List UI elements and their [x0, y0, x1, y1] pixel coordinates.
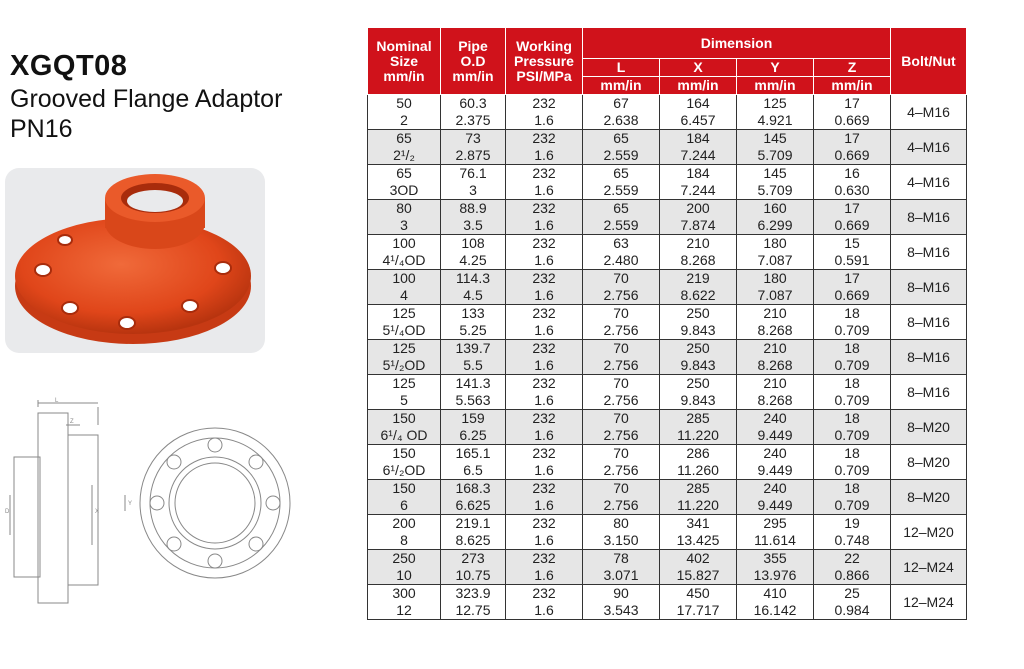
cell-l: 2.756: [583, 392, 660, 410]
cell-bolt: 8–M16: [891, 340, 967, 375]
header-nominal-size: [368, 28, 441, 95]
dim-label-y: Y: [128, 501, 133, 507]
cell-x: 200: [660, 200, 737, 218]
cell-l: 2.480: [583, 252, 660, 270]
cell-size: 8: [368, 532, 441, 550]
cell-wp: 232: [506, 95, 583, 113]
product-code: XGQT08: [10, 50, 128, 82]
table-row: [368, 165, 967, 183]
cell-wp: 1.6: [506, 357, 583, 375]
cell-x: 8.622: [660, 287, 737, 305]
cell-x: 9.843: [660, 322, 737, 340]
product-photo: [5, 168, 265, 353]
table-row: [368, 567, 967, 585]
table-row: [368, 130, 967, 148]
cell-y: 240: [737, 445, 814, 463]
table-row: [368, 532, 967, 550]
cell-od: 141.3: [441, 375, 506, 393]
cell-x: 164: [660, 95, 737, 113]
header-working-line3: PSI/MPa: [516, 67, 572, 84]
cell-z: 0.669: [814, 112, 891, 130]
cell-wp: 1.6: [506, 322, 583, 340]
cell-wp: 1.6: [506, 462, 583, 480]
flange-technical-drawing: [0, 395, 350, 610]
cell-od: 108: [441, 235, 506, 253]
cell-z: 0.669: [814, 147, 891, 165]
cell-x: 184: [660, 165, 737, 183]
cell-x: 219: [660, 270, 737, 288]
cell-size: 125: [368, 375, 441, 393]
cell-l: 2.756: [583, 357, 660, 375]
cell-y: 160: [737, 200, 814, 218]
orange-flange-adaptor-photo: [5, 168, 265, 353]
cell-l: 2.756: [583, 322, 660, 340]
cell-size: 100: [368, 270, 441, 288]
cell-bolt: 8–M20: [891, 410, 967, 445]
cell-od: 6.625: [441, 497, 506, 515]
product-panel: [0, 0, 360, 669]
table-row: [368, 287, 967, 305]
cell-x: 286: [660, 445, 737, 463]
cell-y: 6.299: [737, 217, 814, 235]
cell-wp: 232: [506, 585, 583, 603]
cell-x: 450: [660, 585, 737, 603]
cell-x: 11.220: [660, 427, 737, 445]
dim-label-x: X: [95, 509, 100, 515]
cell-od: 2.375: [441, 112, 506, 130]
dim-label-l: L: [55, 398, 59, 404]
cell-size: 80: [368, 200, 441, 218]
cell-l: 80: [583, 515, 660, 533]
cell-wp: 232: [506, 480, 583, 498]
table-body: [368, 95, 967, 620]
table-row: [368, 112, 967, 130]
cell-wp: 1.6: [506, 112, 583, 130]
cell-l: 78: [583, 550, 660, 568]
cell-wp: 232: [506, 515, 583, 533]
cell-l: 3.543: [583, 602, 660, 620]
cell-size: 150: [368, 480, 441, 498]
cell-size: 150: [368, 410, 441, 428]
cell-l: 90: [583, 585, 660, 603]
cell-wp: 1.6: [506, 427, 583, 445]
cell-bolt: 12–M24: [891, 550, 967, 585]
table-row: [368, 147, 967, 165]
cell-od: 6.5: [441, 462, 506, 480]
table-row: [368, 480, 967, 498]
cell-od: 114.3: [441, 270, 506, 288]
cell-x: 402: [660, 550, 737, 568]
cell-z: 18: [814, 340, 891, 358]
cell-size: 6¹/₄ OD: [368, 427, 441, 445]
cell-wp: 232: [506, 410, 583, 428]
cell-size: 3: [368, 217, 441, 235]
cell-wp: 1.6: [506, 252, 583, 270]
cell-l: 2.756: [583, 462, 660, 480]
cell-x: 250: [660, 340, 737, 358]
cell-l: 2.559: [583, 217, 660, 235]
table-row: [368, 427, 967, 445]
cell-l: 67: [583, 95, 660, 113]
cell-x: 210: [660, 235, 737, 253]
cell-size: 12: [368, 602, 441, 620]
cell-wp: 1.6: [506, 497, 583, 515]
cell-od: 168.3: [441, 480, 506, 498]
cell-wp: 232: [506, 305, 583, 323]
header-nominal-line2: Size: [389, 52, 418, 69]
cell-y: 240: [737, 480, 814, 498]
cell-size: 6¹/₂OD: [368, 462, 441, 480]
header-unit-l: mm/in: [583, 77, 660, 95]
cell-x: 8.268: [660, 252, 737, 270]
cell-y: 7.087: [737, 252, 814, 270]
table-row: [368, 235, 967, 253]
cell-y: 9.449: [737, 427, 814, 445]
cell-size: 3OD: [368, 182, 441, 200]
product-name: Grooved Flange Adaptor: [10, 85, 283, 113]
cell-z: 0.709: [814, 497, 891, 515]
cell-z: 15: [814, 235, 891, 253]
cell-size: 65: [368, 165, 441, 183]
cell-size: 5¹/₂OD: [368, 357, 441, 375]
cell-y: 8.268: [737, 357, 814, 375]
cell-wp: 232: [506, 270, 583, 288]
cell-size: 125: [368, 340, 441, 358]
cell-od: 5.5: [441, 357, 506, 375]
table-row: [368, 585, 967, 603]
cell-z: 25: [814, 585, 891, 603]
cell-wp: 1.6: [506, 182, 583, 200]
cell-bolt: 8–M20: [891, 480, 967, 515]
table-row: [368, 95, 967, 113]
dim-label-d: D: [5, 509, 10, 515]
cell-z: 0.709: [814, 462, 891, 480]
table-row: [368, 375, 967, 393]
cell-od: 139.7: [441, 340, 506, 358]
cell-wp: 1.6: [506, 532, 583, 550]
cell-l: 70: [583, 340, 660, 358]
cell-size: 50: [368, 95, 441, 113]
cell-z: 0.669: [814, 287, 891, 305]
cell-z: 17: [814, 270, 891, 288]
header-pipe-od: [441, 28, 506, 95]
cell-wp: 232: [506, 445, 583, 463]
cell-bolt: 8–M16: [891, 305, 967, 340]
cell-z: 17: [814, 130, 891, 148]
cell-x: 17.717: [660, 602, 737, 620]
cell-wp: 232: [506, 130, 583, 148]
cell-y: 5.709: [737, 182, 814, 200]
cell-x: 184: [660, 130, 737, 148]
cell-wp: 232: [506, 235, 583, 253]
cell-od: 133: [441, 305, 506, 323]
cell-od: 219.1: [441, 515, 506, 533]
cell-z: 18: [814, 480, 891, 498]
cell-wp: 1.6: [506, 392, 583, 410]
header-unit-y: mm/in: [737, 77, 814, 95]
cell-size: 5: [368, 392, 441, 410]
table-row: [368, 200, 967, 218]
cell-l: 65: [583, 130, 660, 148]
header-pipe-line2: O.D: [460, 52, 486, 69]
cell-od: 4.5: [441, 287, 506, 305]
cell-x: 341: [660, 515, 737, 533]
cell-bolt: 4–M16: [891, 95, 967, 130]
cell-size: 100: [368, 235, 441, 253]
cell-size: 200: [368, 515, 441, 533]
cell-x: 250: [660, 305, 737, 323]
cell-y: 410: [737, 585, 814, 603]
cell-od: 5.563: [441, 392, 506, 410]
cell-od: 3: [441, 182, 506, 200]
table-row: [368, 550, 967, 568]
cell-size: 250: [368, 550, 441, 568]
cell-bolt: 12–M20: [891, 515, 967, 550]
cell-y: 8.268: [737, 322, 814, 340]
cell-z: 19: [814, 515, 891, 533]
cell-size: 65: [368, 130, 441, 148]
table-row: [368, 182, 967, 200]
cell-z: 0.669: [814, 217, 891, 235]
cell-x: 9.843: [660, 392, 737, 410]
cell-bolt: 8–M20: [891, 445, 967, 480]
cell-y: 4.921: [737, 112, 814, 130]
product-pressure-rating: PN16: [10, 115, 73, 143]
cell-l: 63: [583, 235, 660, 253]
cell-bolt: 8–M16: [891, 200, 967, 235]
cell-size: 125: [368, 305, 441, 323]
cell-y: 145: [737, 165, 814, 183]
cell-l: 3.150: [583, 532, 660, 550]
cell-l: 2.559: [583, 182, 660, 200]
header-working-line1: Working: [516, 37, 572, 54]
cell-z: 0.709: [814, 357, 891, 375]
header-nominal-line3: mm/in: [383, 67, 425, 84]
header-dimension: Dimension: [583, 28, 891, 59]
cell-z: 0.984: [814, 602, 891, 620]
cell-size: 4¹/₄OD: [368, 252, 441, 270]
cell-y: 11.614: [737, 532, 814, 550]
cell-y: 9.449: [737, 497, 814, 515]
cell-y: 125: [737, 95, 814, 113]
cell-od: 88.9: [441, 200, 506, 218]
cell-wp: 1.6: [506, 147, 583, 165]
cell-wp: 232: [506, 550, 583, 568]
cell-y: 145: [737, 130, 814, 148]
table-row: [368, 392, 967, 410]
table-row: [368, 410, 967, 428]
cell-l: 70: [583, 410, 660, 428]
cell-l: 2.638: [583, 112, 660, 130]
cell-l: 2.559: [583, 147, 660, 165]
cell-wp: 232: [506, 375, 583, 393]
cell-od: 2.875: [441, 147, 506, 165]
cell-x: 7.244: [660, 147, 737, 165]
cell-y: 7.087: [737, 287, 814, 305]
cell-wp: 232: [506, 165, 583, 183]
cell-od: 8.625: [441, 532, 506, 550]
table-row: [368, 357, 967, 375]
cell-wp: 232: [506, 200, 583, 218]
cell-od: 12.75: [441, 602, 506, 620]
header-dim-l: L: [583, 59, 660, 77]
cell-x: 11.260: [660, 462, 737, 480]
cell-size: 150: [368, 445, 441, 463]
table-row: [368, 497, 967, 515]
cell-l: 2.756: [583, 427, 660, 445]
cell-size: 300: [368, 585, 441, 603]
cell-od: 323.9: [441, 585, 506, 603]
cell-y: 13.976: [737, 567, 814, 585]
header-dim-z: Z: [814, 59, 891, 77]
cell-y: 8.268: [737, 392, 814, 410]
header-dim-y: Y: [737, 59, 814, 77]
cell-z: 18: [814, 410, 891, 428]
cell-y: 355: [737, 550, 814, 568]
cell-od: 73: [441, 130, 506, 148]
cell-od: 6.25: [441, 427, 506, 445]
cell-l: 70: [583, 305, 660, 323]
cell-od: 273: [441, 550, 506, 568]
cell-bolt: 8–M16: [891, 235, 967, 270]
table-row: [368, 217, 967, 235]
header-dim-x: X: [660, 59, 737, 77]
dim-label-z: Z: [70, 419, 74, 425]
cell-od: 3.5: [441, 217, 506, 235]
cell-od: 159: [441, 410, 506, 428]
cell-z: 0.709: [814, 322, 891, 340]
table-row: [368, 515, 967, 533]
cell-l: 2.756: [583, 287, 660, 305]
cell-bolt: 4–M16: [891, 130, 967, 165]
cell-x: 13.425: [660, 532, 737, 550]
cell-bolt: 4–M16: [891, 165, 967, 200]
cell-size: 2¹/₂: [368, 147, 441, 165]
header-working-line2: Pressure: [514, 52, 574, 69]
cell-z: 0.630: [814, 182, 891, 200]
cell-size: 6: [368, 497, 441, 515]
header-nominal-line1: Nominal: [376, 37, 432, 54]
cell-od: 76.1: [441, 165, 506, 183]
cell-l: 70: [583, 270, 660, 288]
cell-y: 240: [737, 410, 814, 428]
cell-l: 70: [583, 480, 660, 498]
cell-wp: 1.6: [506, 567, 583, 585]
cell-x: 285: [660, 480, 737, 498]
cell-l: 65: [583, 200, 660, 218]
cell-od: 60.3: [441, 95, 506, 113]
specification-table: [367, 27, 967, 620]
header-unit-x: mm/in: [660, 77, 737, 95]
table-row: [368, 270, 967, 288]
cell-y: 295: [737, 515, 814, 533]
cell-bolt: 8–M16: [891, 270, 967, 305]
cell-x: 285: [660, 410, 737, 428]
cell-size: 2: [368, 112, 441, 130]
cell-z: 18: [814, 305, 891, 323]
table-row: [368, 305, 967, 323]
cell-y: 210: [737, 340, 814, 358]
cell-z: 18: [814, 375, 891, 393]
header-pipe-line1: Pipe: [458, 37, 488, 54]
cell-z: 0.748: [814, 532, 891, 550]
cell-od: 10.75: [441, 567, 506, 585]
cell-x: 15.827: [660, 567, 737, 585]
cell-size: 5¹/₄OD: [368, 322, 441, 340]
cell-wp: 1.6: [506, 287, 583, 305]
cell-size: 4: [368, 287, 441, 305]
cell-x: 11.220: [660, 497, 737, 515]
cell-y: 16.142: [737, 602, 814, 620]
cell-z: 17: [814, 200, 891, 218]
table-row: [368, 445, 967, 463]
cell-z: 22: [814, 550, 891, 568]
cell-wp: 232: [506, 340, 583, 358]
cell-od: 5.25: [441, 322, 506, 340]
header-bolt-nut: Bolt/Nut: [891, 28, 967, 95]
cell-l: 3.071: [583, 567, 660, 585]
cell-x: 9.843: [660, 357, 737, 375]
table-row: [368, 322, 967, 340]
cell-y: 5.709: [737, 147, 814, 165]
header-working-pressure: [506, 28, 583, 95]
cell-x: 6.457: [660, 112, 737, 130]
cell-y: 180: [737, 270, 814, 288]
cell-bolt: 8–M16: [891, 375, 967, 410]
cell-od: 165.1: [441, 445, 506, 463]
cell-l: 70: [583, 375, 660, 393]
cell-z: 18: [814, 445, 891, 463]
cell-l: 2.756: [583, 497, 660, 515]
cell-x: 7.874: [660, 217, 737, 235]
cell-z: 0.866: [814, 567, 891, 585]
table-row: [368, 340, 967, 358]
cell-wp: 1.6: [506, 217, 583, 235]
cell-l: 70: [583, 445, 660, 463]
cell-od: 4.25: [441, 252, 506, 270]
cell-size: 10: [368, 567, 441, 585]
cell-y: 210: [737, 305, 814, 323]
cell-y: 180: [737, 235, 814, 253]
cell-l: 65: [583, 165, 660, 183]
table-row: [368, 602, 967, 620]
technical-drawing: [0, 395, 350, 610]
cell-y: 210: [737, 375, 814, 393]
cell-z: 0.591: [814, 252, 891, 270]
cell-x: 7.244: [660, 182, 737, 200]
cell-bolt: 12–M24: [891, 585, 967, 620]
cell-z: 16: [814, 165, 891, 183]
cell-z: 0.709: [814, 427, 891, 445]
header-unit-z: mm/in: [814, 77, 891, 95]
table-row: [368, 252, 967, 270]
cell-wp: 1.6: [506, 602, 583, 620]
cell-x: 250: [660, 375, 737, 393]
header-pipe-line3: mm/in: [452, 67, 494, 84]
cell-z: 0.709: [814, 392, 891, 410]
table-row: [368, 462, 967, 480]
cell-z: 17: [814, 95, 891, 113]
cell-y: 9.449: [737, 462, 814, 480]
